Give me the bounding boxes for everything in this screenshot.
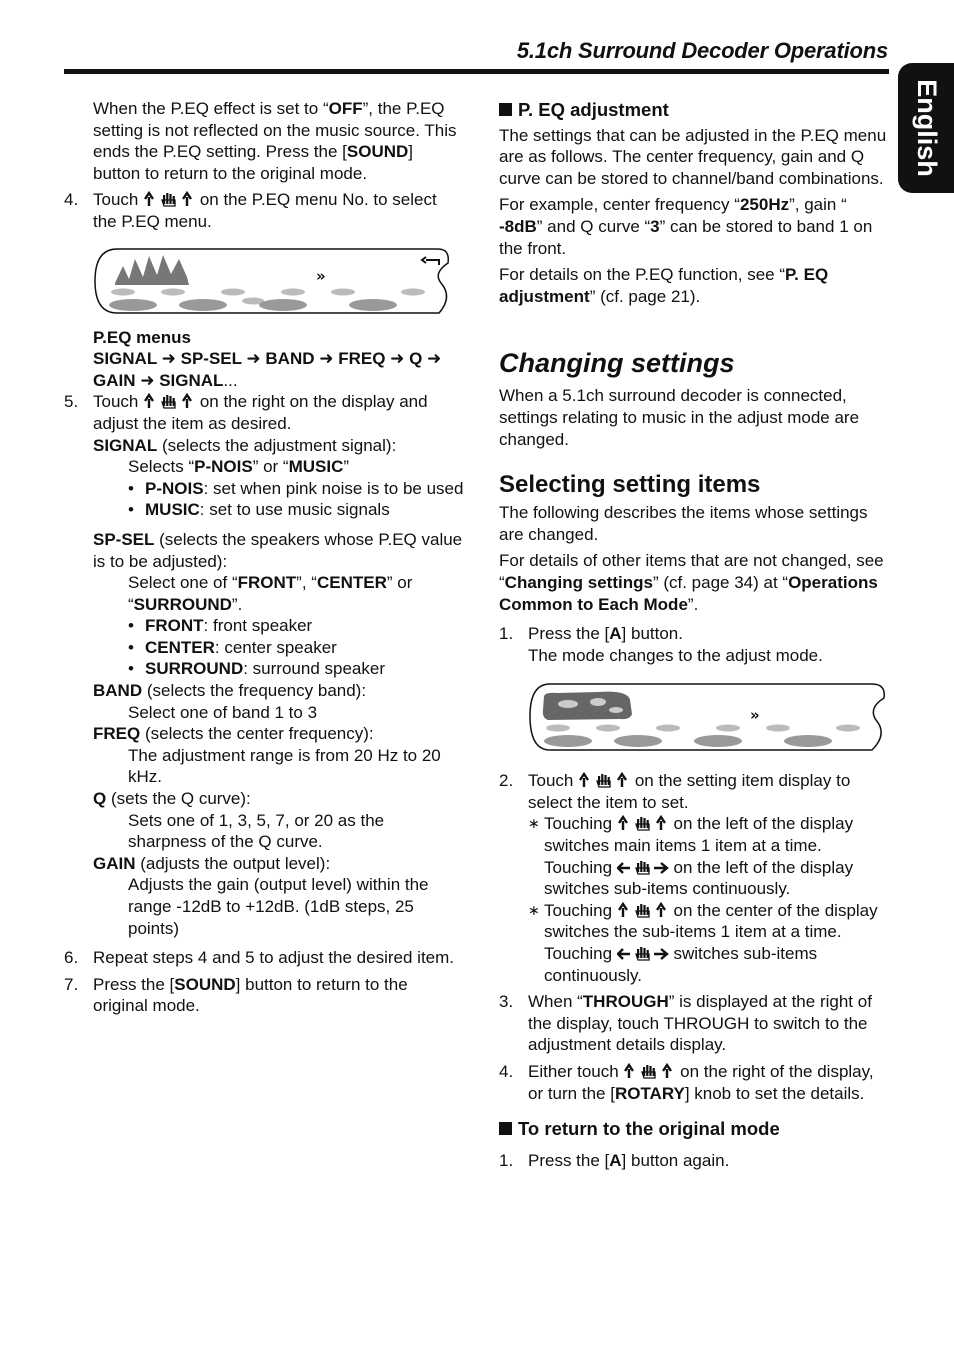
return-step-1: 1. Press the [A] button again.	[499, 1150, 730, 1170]
up-down-touch-icon	[623, 1063, 675, 1079]
bullet-p-nois: • P-NOIS: set when pink noise is to be used	[128, 478, 464, 498]
bullet-music: • MUSIC: set to use music signals	[128, 500, 390, 520]
bullet-surround: • SURROUND: surround speaker	[128, 659, 385, 679]
step-6: 6. Repeat steps 4 and 5 to adjust the desired item.	[64, 948, 455, 968]
page-header-title: 5.1ch Surround Decoder Operations	[516, 38, 888, 63]
peq-menus-title: P.EQ menus	[93, 327, 191, 347]
peq-paragraph-2: For example, center frequency “250Hz”, gain “ -8dB” and Q curve “3” can be stored to band 1 on the front.	[499, 195, 873, 258]
spsel-item: SP-SEL (selects the speakers whose P.EQ value is to be adjusted):	[93, 529, 463, 571]
signal-item: SIGNAL (selects the adjustment signal):	[93, 435, 397, 455]
selecting-step-3: 3. When “THROUGH” is displayed at the right of the display, touch THROUGH to switch to the adjustment details display.	[499, 992, 872, 1055]
adjust-display-illustration	[499, 678, 891, 756]
q-detail: Sets one of 1, 3, 5, 7, or 20 as the sharpness of the Q curve.	[128, 810, 385, 852]
peq-adjustment-heading: P. EQ adjustment	[499, 99, 891, 121]
up-down-touch-icon	[143, 191, 195, 207]
spsel-select: Select one of “FRONT”, “CENTER” or “SURROUND”.	[128, 573, 413, 614]
freq-item: FREQ (selects the center frequency):	[93, 724, 374, 744]
svg-text:»: »	[750, 706, 760, 725]
selecting-paragraph-2: For details of other items that are not changed, see “Changing settings” (cf. page 34) at “Operations Common to Each Mode”.	[499, 551, 884, 614]
language-tab	[898, 63, 954, 193]
selecting-step-1: 1. Press the [A] button.	[499, 624, 683, 644]
selecting-items-heading: Selecting setting items	[499, 471, 761, 499]
band-detail: Select one of band 1 to 3	[128, 702, 318, 722]
header-rule	[64, 69, 889, 74]
left-right-touch-icon	[617, 945, 669, 961]
up-down-touch-icon	[617, 815, 669, 831]
return-original-heading: To return to the original mode	[499, 1118, 891, 1140]
selecting-step-4: 4. Either touch on the right of the display, or turn the [ROTARY] knob to set the details.	[499, 1062, 874, 1103]
up-down-touch-icon	[617, 902, 669, 918]
svg-text:»: »	[316, 266, 326, 285]
signal-select: Selects “P-NOIS” or “MUSIC”	[128, 457, 350, 477]
step-4: 4. Touch on the P.EQ menu No. to select the P.EQ menu.	[64, 190, 437, 231]
bullet-front: • FRONT: front speaker	[128, 616, 313, 636]
step-7: 7. Press the [SOUND] button to return to the original mode.	[64, 974, 408, 1016]
changing-settings-paragraph: When a 5.1ch surround decoder is connected, settings relating to music in the adjust mode are changed.	[499, 386, 860, 449]
right-column	[499, 99, 891, 1171]
q-item: Q (sets the Q curve):	[93, 789, 251, 809]
gain-item: GAIN (adjusts the output level):	[93, 853, 331, 873]
peq-off-paragraph: When the P.EQ effect is set to “OFF”, the P.EQ setting is not reflected on the music source. This ends the P.EQ setting. Press the [SOUND] button to return to the original mode.	[93, 99, 457, 183]
selecting-step-1-detail: The mode changes to the adjust mode.	[528, 645, 823, 665]
selecting-step-2: 2. Touch on the setting item display to select the item to set.	[499, 771, 851, 812]
selecting-paragraph-1: The following describes the items whose settings are changed.	[499, 503, 868, 544]
selecting-step-2-note-1: ∗ Touching on the left of the display switches main items 1 item at a time. Touching on the left of the display switches sub-items continuously.	[528, 814, 854, 899]
gain-detail: Adjusts the gain (output level) within the range -12dB to +12dB. (1dB steps, 25 points)	[128, 875, 429, 938]
selecting-step-2-note-2: ∗ Touching on the center of the display switches the sub-items 1 item at a time. Touching switches sub-items continuously.	[528, 900, 878, 985]
band-item: BAND (selects the frequency band):	[93, 681, 367, 701]
left-column	[64, 98, 464, 1017]
freq-detail: The adjustment range is from 20 Hz to 20 kHz.	[128, 745, 441, 787]
language-tab-label: English	[911, 79, 942, 177]
up-down-touch-icon	[143, 393, 195, 409]
peq-paragraph-1: The settings that can be adjusted in the P.EQ menu are as follows. The center frequency, gain and Q curve can be stored to channel/band combinations.	[499, 125, 887, 188]
bullet-center: • CENTER: center speaker	[128, 637, 337, 657]
changing-settings-heading: Changing settings	[499, 348, 735, 379]
left-right-touch-icon	[617, 859, 669, 875]
peq-menus-chain: SIGNAL ➜ SP-SEL ➜ BAND ➜ FREQ ➜ Q ➜ GAIN ➜ SIGNAL...	[93, 349, 442, 390]
peq-paragraph-3: For details on the P.EQ function, see “P. EQ adjustment” (cf. page 21).	[499, 265, 829, 306]
up-down-touch-icon	[578, 772, 630, 788]
peq-display-illustration	[64, 241, 464, 319]
step-5: 5. Touch on the right on the display and adjust the item as desired.	[64, 392, 428, 433]
